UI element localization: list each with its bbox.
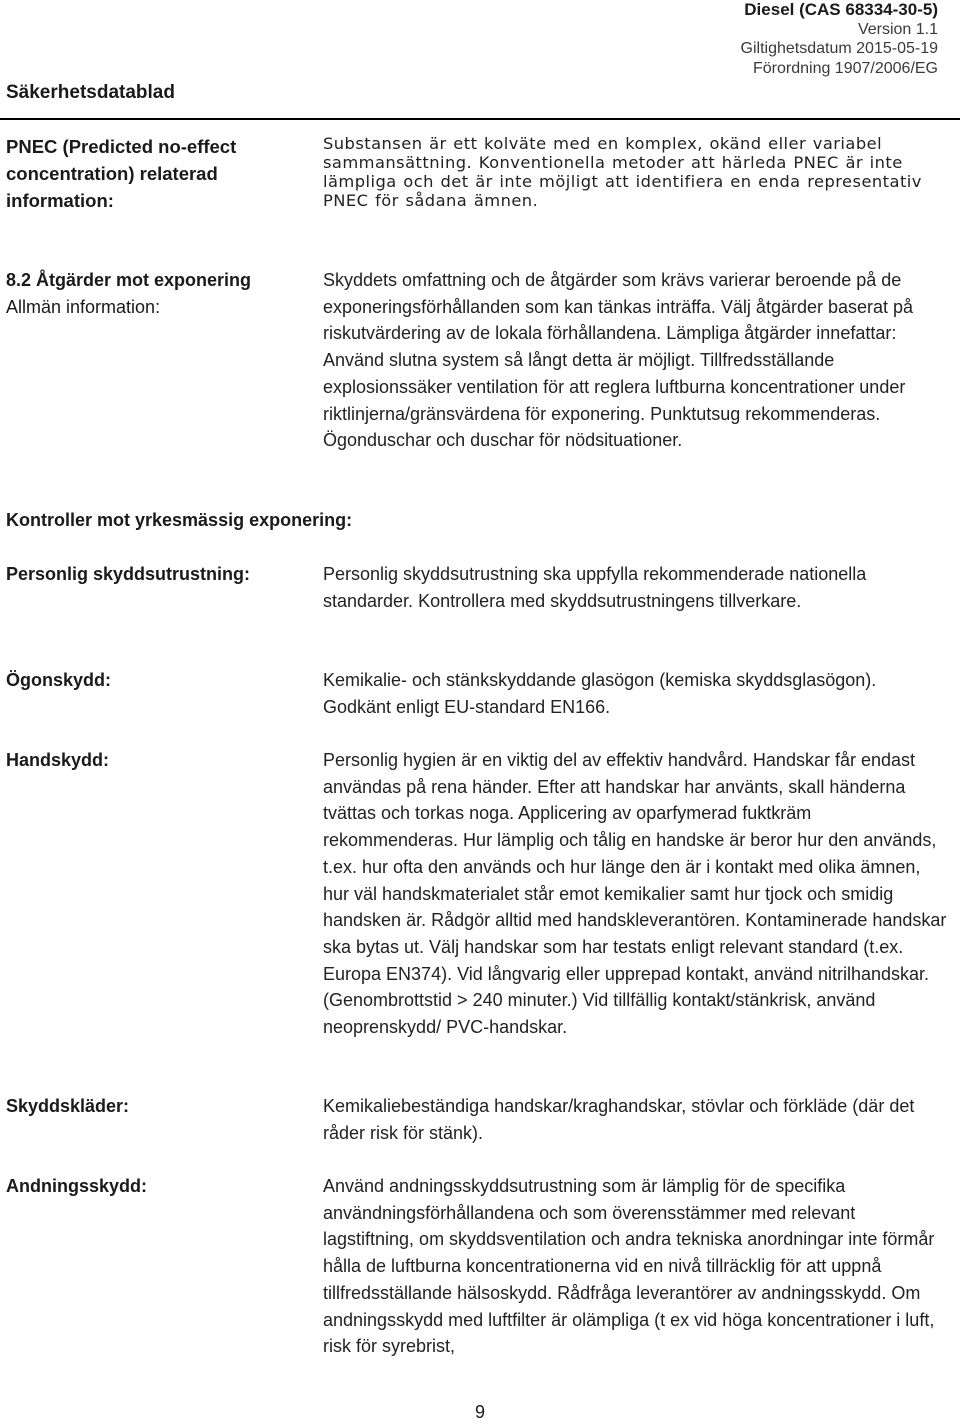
controls-heading: Kontroller mot yrkesmässig exponering: — [6, 510, 353, 530]
ppe-text: Personlig skyddsutrustning ska uppfylla rekommenderade nationella standarder. Kontrollera med skyddsutrustningens tillverkare. — [323, 564, 867, 611]
respiratory-protection-text: Använd andningsskyddsutrustning som är lämplig för de specifika användningsförhållandena och som överensstämmer med relevant lagstiftning, om skyddsventilation och andra tekniska anordningar inte förmår hålla de luftburna koncentrationerna vid en nivå tillräcklig för att uppnå tillfredsställande hälsoskydd. Rådfråga leverantörer av andningsskydd. Om andningsskydd med luftfilter är olämpliga (t ex vid höga koncentrationer i luft, risk för syrebrist, — [323, 1176, 935, 1357]
hand-protection-label: Handskydd: — [6, 750, 110, 770]
respiratory-protection-label: Andningsskydd: — [6, 1176, 148, 1196]
general-info-label: Allmän information: — [6, 296, 161, 317]
product-name: Diesel (CAS 68334-30-5) — [744, 0, 938, 19]
section-heading: 8.2 Åtgärder mot exponering — [6, 270, 252, 290]
eye-protection-text: Kemikalie- och stänkskyddande glasögon (kemiska skyddsglasögon). Godkänt enligt EU-standard EN166. — [323, 670, 877, 717]
section-8-2 — [6, 267, 296, 320]
header-divider — [0, 118, 960, 120]
document-meta — [741, 0, 938, 78]
pnec-text: Substansen är ett kolväte med en komplex, okänd eller variabel sammansättning. Konventionella metoder att härleda PNEC är inte lämpliga och det är inte möjligt att identifiera en enda representativ PNEC för sådana ämnen. — [323, 134, 922, 210]
regulation: Förordning 1907/2006/EG — [752, 59, 938, 77]
pnec-label: PNEC (Predicted no-effect concentration) relaterad information: — [6, 136, 237, 211]
version: Version 1.1 — [857, 20, 938, 38]
page-number: 9 — [474, 1402, 485, 1422]
general-info-text: Skyddets omfattning och de åtgärder som krävs varierar beroende på de exponeringsförhållanden som kan tänkas inträffa. Välj åtgärder baserat på riskutvärdering av de lokala förhållandena. Lämpliga åtgärder innefattar: Använd slutna system så långt detta är möjligt. Tillfredsställande explosionssäker ventilation för att reglera luftburna koncentrationer under riktlinjerna/gränsvärdena för exponering. Punktutsug rekommenderas. Ögonduschar och duschar för nödsituationer. — [323, 270, 914, 451]
document-type: Säkerhetsdatablad — [6, 82, 175, 103]
protective-clothing-text: Kemikaliebeständiga handskar/kraghandskar, stövlar och förkläde (där det råder risk för stänk). — [323, 1096, 915, 1143]
hand-protection-text: Personlig hygien är en viktig del av effektiv handvård. Handskar får endast användas på rena händer. Efter att handskar har använts, skall händerna tvättas och torkas noga. Applicering av oparfymerad fuktkräm rekommenderas. Hur lämplig och tålig en handske är beror hur den används, t.ex. hur ofta den används och hur länge den är i kontakt med olika ämnen, hur väl handskmaterialet står emot kemikalier samt hur tjock och smidig handsken är. Rådgör alltid med handskleverantören. Kontaminerade handskar ska bytas ut. Välj handskar som har testats enligt relevant standard (t.ex. Europa EN374). Vid långvarig eller upprepad kontakt, använd nitrilhandskar. (Genombrottstid > 240 minuter.) Vid tillfällig kontakt/stänkrisk, använd neoprenskydd/ PVC-handskar. — [323, 750, 947, 1038]
protective-clothing-label: Skyddskläder: — [6, 1096, 130, 1116]
eye-protection-label: Ögonskydd: — [6, 670, 112, 690]
valid-date: Giltighetsdatum 2015-05-19 — [740, 40, 938, 57]
ppe-label: Personlig skyddsutrustning: — [6, 564, 251, 584]
